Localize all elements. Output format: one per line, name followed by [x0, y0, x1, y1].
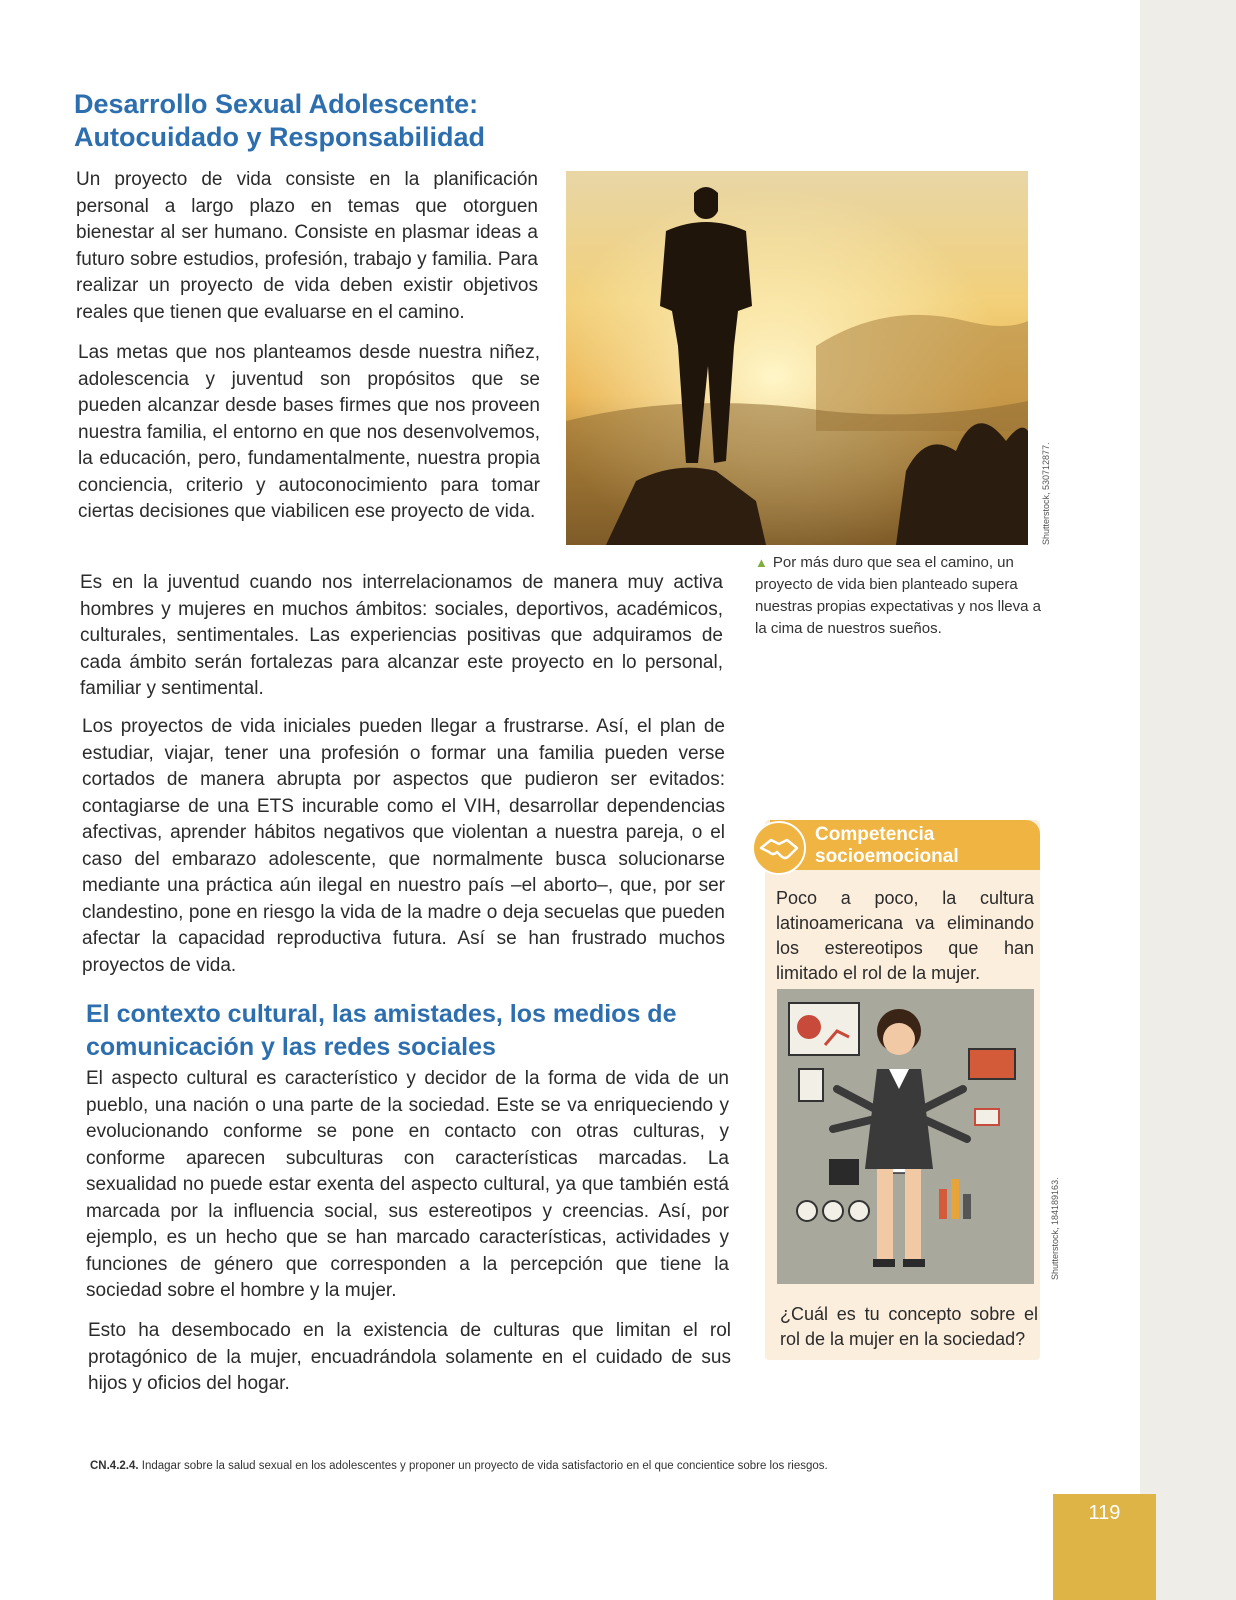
paragraph-juventud: Es en la juventud cuando nos interrelacionamos de manera muy activa hombres y mujeres en muchos ámbitos: sociales, deportivos, académicos, culturales, sentimentales. Las experiencias positivas que adquiramos de cada ámbito serán fortalezas para alcanzar este proyecto en lo personal, familiar y sentimental. [80, 572, 723, 699]
photo-caption [755, 552, 1055, 640]
handshake-icon [751, 820, 807, 876]
photo-caption-text: Por más duro que sea el camino, un proyecto de vida bien planteado supera nuestras propias expectativas y nos lleva a la cima de nuestros sueños. [755, 554, 1041, 637]
facing-page-strip [1140, 0, 1236, 1600]
paragraph-frustracion: Los proyectos de vida iniciales pueden llegar a frustrarse. Así, el plan de estudiar, viajar, tener una profesión o formar una familia pueden verse cortados de manera abrupta por aspectos que pudieron ser evitados: contagiarse de una ETS incurable como el VIH, desarrollar dependencias afectivas, aprender hábitos negativos que violentan a nuestra pareja, o el caso del embarazo adolescente, que normalmente busca solucionarse mediante una práctica aún ilegal en nuestro país –el aborto–, que, por ser clandestino, pone en riesgo la vida de la madre o deja secuelas que pueden afectar la capacidad reproductiva futura. Así se han frustrado muchos proyectos de vida. [82, 716, 725, 976]
multitasking-woman-illustration [777, 989, 1034, 1284]
triangle-icon: ▲ [755, 555, 768, 570]
paragraph-metas: Las metas que nos planteamos desde nuestra niñez, adolescencia y juventud son propósitos que se pueden alcanzar desde bases firmes que nos proveen nuestra familia, el entorno en que nos desenvolvemos, la educación, pero, fundamentalmente, nuestra propia conciencia, criterio y autoconocimiento para tomar ciertas decisiones que viabilicen ese proyecto de vida. [78, 342, 540, 522]
section-heading-contexto-cultural: El contexto cultural, las amistades, los medios de comunicación y las redes sociales [86, 1000, 677, 1061]
paragraph-rol-mujer: Esto ha desembocado en la existencia de culturas que limitan el rol protagónico de la mujer, encuadrándola solamente en el cuidado de sus hijos y oficios del hogar. [88, 1320, 731, 1394]
competencia-title: Competencia socioemocional [815, 824, 959, 867]
competencia-question: ¿Cuál es tu concepto sobre el rol de la mujer en la sociedad? [780, 1304, 1038, 1349]
photo-credit: Shutterstock, 530712877. [1041, 442, 1051, 545]
curriculum-text: Indagar sobre la salud sexual en los adolescentes y proponer un proyecto de vida satisfactorio en el que concientice sobre los riesgos. [141, 1460, 828, 1472]
section-heading-desarrollo: Desarrollo Sexual Adolescente: Autocuidado y Responsabilidad [74, 89, 486, 152]
paragraph-proyecto-de-vida: Un proyecto de vida consiste en la planificación personal a largo plazo en temas que otorguen bienestar al ser humano. Consiste en plasmar ideas a futuro sobre estudios, profesión, trabajo y familia. Para realizar un proyecto de vida deben existir objetivos reales que tienen que evaluarse en el camino. [76, 169, 538, 323]
curriculum-note [90, 1460, 890, 1472]
mountain-silhouette-photo [566, 171, 1028, 545]
paragraph-aspecto-cultural: El aspecto cultural es característico y decidor de la forma de vida de un pueblo, una nación o una parte de la sociedad. Este se va enriqueciendo y evolucionando conforme se pone en contacto con otras culturas, y conforme aparecen subculturas con características marcadas. La sexualidad no puede estar exenta del aspecto cultural, ya que también está marcada por la influencia social, sus estereotipos y creencias. Así, por ejemplo, es un hecho que se han marcado características, actividades y funciones de género que corresponden a la percepción que tiene la sociedad sobre el hombre y la mujer. [86, 1068, 729, 1301]
illustration-credit: Shutterstock, 184189163. [1050, 1177, 1060, 1280]
curriculum-code: CN.4.2.4. [90, 1460, 139, 1472]
competencia-text: Poco a poco, la cultura latinoamericana va eliminando los estereotipos que han limitado el rol de la mujer. [776, 888, 1034, 983]
page-number: 119 [1088, 1502, 1121, 1524]
